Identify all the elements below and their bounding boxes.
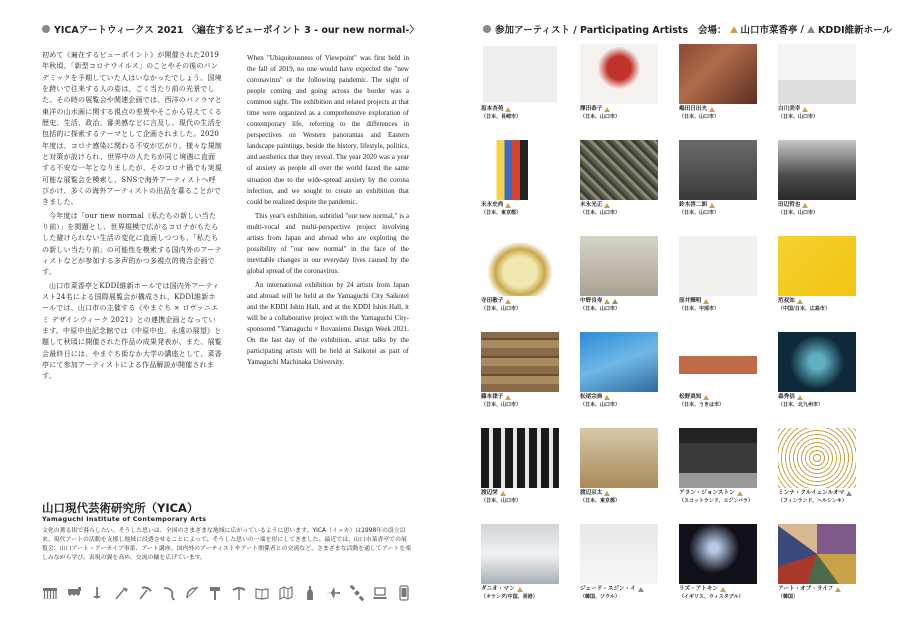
artist-card bbox=[580, 332, 658, 424]
artist-card bbox=[679, 332, 757, 424]
artwork-image bbox=[481, 236, 559, 296]
venue2-triangle-icon bbox=[846, 491, 852, 496]
artist-origin: （日本、山口市） bbox=[481, 402, 522, 409]
artist-card bbox=[481, 236, 559, 328]
artist-card bbox=[679, 140, 757, 232]
en-paragraph: When "Ubiquitousness of Viewpoint" was first held in the fall of 2019, no one would have expected the "new coronavirus" or the following pandemic. The sight of people coming and going across the border was a common sight. The exhibition and related projects at that time were organized as a comprehensive exploration of contemporary life, referring to the differences in perspectives on Western panoramas and Eastern landscape paintings, beside the history, lifestyle, politics, and aesthetics that they reveal. The year 2020 was a year of anxiety as people all over the world faced the same situation due to the wide-spread anxiety by the corona infection, and we sought to create an exhibition that could be realized despite the pandemic. bbox=[247, 54, 409, 206]
left-page bbox=[0, 0, 452, 640]
artist-origin: （日本、長崎市） bbox=[481, 114, 522, 121]
artwork-image bbox=[778, 428, 856, 488]
artist-name: 渡辺栄 bbox=[481, 490, 498, 496]
artist-card bbox=[580, 428, 658, 520]
artwork-image bbox=[778, 140, 856, 200]
artist-name: 鈴木啓二朗 bbox=[679, 202, 707, 208]
artwork-image bbox=[481, 44, 559, 104]
jp-paragraph: 今年度は「our new normal（私たちの新しい当たり前）」を掲題とし、世界規模で広がるコロナがもたらした避けられない生活の変化に直面しつつも、「私たちの新しい当たり前」の可能性を模索する国内外のアーティストなどが参加する多声的かつ多視点的複合企画です。 bbox=[42, 211, 222, 277]
artist-caption bbox=[481, 202, 559, 209]
satellite-icon bbox=[349, 585, 365, 601]
venue1-triangle-icon bbox=[604, 203, 610, 208]
artist-origin: （日本、宇部市） bbox=[679, 306, 720, 313]
artwork-image bbox=[580, 428, 658, 488]
artist-card bbox=[778, 332, 856, 424]
right-header bbox=[483, 22, 688, 36]
english-intro bbox=[247, 53, 409, 371]
artist-name: アラン・ジョンストン bbox=[679, 490, 735, 496]
venue1-triangle-icon bbox=[797, 395, 803, 400]
japanese-intro bbox=[42, 50, 222, 385]
hoe-icon bbox=[113, 585, 129, 601]
artist-name: 末永史尚 bbox=[481, 202, 504, 208]
hammer-icon bbox=[207, 585, 223, 601]
artwork-image bbox=[580, 44, 658, 104]
artist-caption bbox=[679, 298, 757, 305]
venue1-triangle-icon bbox=[517, 587, 523, 592]
artist-origin: （中国/日本、広島市） bbox=[778, 306, 830, 313]
artist-origin: （日本、山口市） bbox=[580, 210, 621, 217]
venue1-triangle-icon bbox=[703, 299, 709, 304]
venue2-name: KDDI維新ホール bbox=[818, 25, 892, 36]
venue-legend bbox=[698, 22, 892, 36]
artist-card bbox=[679, 524, 757, 616]
venue1-triangle-icon bbox=[505, 203, 511, 208]
artist-name: ダニオ・マン bbox=[481, 586, 515, 592]
artist-card bbox=[580, 524, 658, 616]
artist-origin: （日本、東京都） bbox=[580, 498, 621, 505]
artist-caption bbox=[580, 394, 658, 401]
venue1-triangle-icon bbox=[730, 26, 738, 33]
en-paragraph: This year's exhibition, subtitled "our new normal," is a multi-vocal and multi-perspective project involving artists from Japan and abroad who are exploring the possibility of "our new normal" in the face of the inevitable changes in our everyday lives caused by the global spread of the coronavirus. bbox=[247, 211, 409, 275]
artist-card bbox=[481, 428, 559, 520]
artist-caption bbox=[580, 202, 658, 209]
venue-label: 会場： bbox=[698, 25, 727, 36]
artist-card bbox=[778, 524, 856, 616]
artwork-image bbox=[679, 140, 757, 200]
bottle-icon bbox=[302, 585, 318, 601]
artists-heading: 参加アーティスト / Participating Artists bbox=[495, 25, 689, 36]
venue1-triangle-icon bbox=[505, 395, 511, 400]
artist-name: 寺田敬子 bbox=[481, 298, 504, 304]
artist-card bbox=[679, 236, 757, 328]
artist-origin: （日本、北九州市） bbox=[778, 402, 824, 409]
artist-caption bbox=[778, 394, 856, 401]
artist-origin: （フィンランド、ヘルシンキ） bbox=[778, 498, 847, 505]
artist-origin: （日本、山口市） bbox=[580, 114, 621, 121]
artist-origin: （韓国、ソウル） bbox=[580, 594, 620, 601]
pick-icon bbox=[136, 585, 152, 601]
artist-caption bbox=[679, 394, 757, 401]
artist-origin: （日本、うきは市） bbox=[679, 402, 725, 409]
artist-origin: （日本、山口市） bbox=[580, 402, 621, 409]
artist-caption bbox=[580, 106, 658, 113]
artist-caption bbox=[679, 202, 757, 209]
plane-icon bbox=[325, 585, 341, 601]
venue1-triangle-icon bbox=[720, 587, 726, 592]
artist-card bbox=[481, 44, 559, 136]
venue2-triangle-icon bbox=[612, 299, 618, 304]
artwork-image bbox=[481, 524, 559, 584]
venue1-triangle-icon bbox=[709, 203, 715, 208]
artist-name: 渡辺京太 bbox=[580, 490, 603, 496]
artist-name: 藤本律子 bbox=[481, 394, 504, 400]
artist-name: 末永光正 bbox=[580, 202, 603, 208]
artist-caption bbox=[580, 586, 658, 593]
artist-origin: （日本、山口市） bbox=[580, 306, 621, 313]
venue1-triangle-icon bbox=[835, 587, 841, 592]
artwork-image bbox=[580, 236, 658, 296]
jp-paragraph: 山口市菜香亭とKDDI維新ホールでは国内外アーティスト24名による国際展覧会が構成され、KDDI維新ホールでは、山口市の主催する《やまぐち × ロヴァニエミ デザインウィーク 2021》との連携企画となっています。中原中也記念館では《中原中也、永遠の展望》と題して秋頃に開催された作品の成果発表が、また、展覧会最終日には、やまぐち街なか大学の講座として、菜香亭にて参加アーティストによる作品解説が開催されます。 bbox=[42, 281, 222, 381]
artist-card bbox=[481, 332, 559, 424]
artist-origin: （日本、山口市） bbox=[679, 114, 720, 121]
en-paragraph: An international exhibition by 24 artists from Japan and abroad will be held at the Yamaguchi City Saikotei and the KDDI Ishin Hall, and at the KDDI Ishin Hall, it will be a collaborative project with the Yamaguchi City-sponsored "Yamaguchi × Rovaniemi Design Week 2021. On the last day of the exhibition, artist talks by the participating artists will be held at Saikotei as part of Yamaguchi Machinaka University. bbox=[247, 280, 409, 367]
artist-origin: （イギリス、ウィスタブル） bbox=[679, 594, 744, 601]
artist-card bbox=[778, 140, 856, 232]
venue1-triangle-icon bbox=[802, 203, 808, 208]
artist-name: 范叔如 bbox=[778, 298, 795, 304]
artist-caption bbox=[778, 298, 856, 305]
artwork-image bbox=[778, 332, 856, 392]
artwork-image bbox=[679, 524, 757, 584]
artist-name: 澤田恭子 bbox=[580, 106, 603, 112]
artist-name: 中野良寿 bbox=[580, 298, 603, 304]
artist-caption bbox=[778, 106, 856, 113]
saw-icon bbox=[66, 585, 82, 601]
artist-name: 坂本杏苑 bbox=[481, 106, 504, 112]
right-page bbox=[453, 0, 905, 640]
artwork-image bbox=[778, 524, 856, 584]
artist-name: ジェード・スジン・イ bbox=[580, 586, 636, 592]
artist-caption bbox=[481, 490, 559, 497]
bullet-dot-icon bbox=[42, 25, 50, 33]
artist-caption bbox=[679, 586, 757, 593]
venue1-triangle-icon bbox=[500, 491, 506, 496]
venue1-triangle-icon bbox=[505, 107, 511, 112]
org-title: 山口現代芸術研究所（YICA） bbox=[42, 501, 199, 515]
artwork-image bbox=[481, 428, 559, 488]
jp-paragraph: 初めて《遍在するビューポイント》が開催された2019年秋頃、「新型コロナウイルス」のことやその後のパンデミックを予期していた人はいなかったでしょう。国境を跨いで往来する人の姿は、ごく当たり前の光景でした。その時の展覧会や関連企画では、西洋のパノラマと東洋の山水画に関する視点の差異やそこから見えてくる歴史、生活、政治、審美感などに言及し、現代の生活を包括的に探索するテーマとして企画されました。2020年度は、コロナ感染に関わる不安が広がり、様々な規制と対策が設けられ、世界中の人たちが同じ境遇に直面する不安な一年となりましたが、そのコロナ禍でも実現可能な展覧会を模索し、SNSで海外アーティストへ呼びかけ、多くの海外アーティストの出品を募ることができました。 bbox=[42, 51, 222, 207]
artist-caption bbox=[580, 298, 658, 305]
artist-caption bbox=[481, 394, 559, 401]
artist-origin: （日本、山口市） bbox=[778, 114, 819, 121]
artwork-image bbox=[580, 524, 658, 584]
artist-name: 原井輝明 bbox=[679, 298, 702, 304]
sickle-icon bbox=[160, 585, 176, 601]
artist-origin: （日本、山口市） bbox=[778, 210, 819, 217]
venue1-triangle-icon bbox=[604, 299, 610, 304]
venue2-triangle-icon bbox=[638, 587, 644, 592]
venue1-triangle-icon bbox=[505, 299, 511, 304]
artist-card bbox=[580, 236, 658, 328]
artist-name: アート・オブ・ライフ bbox=[778, 586, 834, 592]
artwork-image bbox=[679, 332, 757, 392]
artwork-image bbox=[481, 332, 559, 392]
artwork-image bbox=[481, 140, 559, 200]
artist-caption bbox=[679, 490, 757, 497]
org-subtitle: Yamaguchi Institute of Contemporary Arts bbox=[42, 515, 207, 523]
org-description: 文化の薫る街で暮らしたい。そうした思いは、全国のさまざまな地域に広がっているように思います。YICA（イッカ）は1998年の設立以来、現代アートの活動を支援し地域に浸透させることによって、そうした思いの一端を形にしてきました。最近では、山口市菜香亭での展覧会、山口アート・アーカイブ事業、アート講座、国内外のアーティストやアート関係者との交流など、さまざまな活動を通してアートを楽しみながら学び、表現の翼を高め、交流の輪を広げています。 bbox=[42, 528, 412, 562]
artist-name: 松尾宗典 bbox=[580, 394, 603, 400]
artist-card bbox=[679, 428, 757, 520]
artist-caption bbox=[481, 586, 559, 593]
artist-card bbox=[481, 140, 559, 232]
artist-caption bbox=[778, 586, 856, 593]
map-icon bbox=[278, 585, 294, 601]
exhibition-title: YICAアートウィークス 2021 〈遍在するビューポイント 3 - our new normal-〉 bbox=[54, 25, 419, 36]
venue1-name: 山口市菜香亭 bbox=[740, 25, 798, 36]
artist-card bbox=[481, 524, 559, 616]
artist-caption bbox=[580, 490, 658, 497]
venue1-triangle-icon bbox=[802, 107, 808, 112]
artist-name: 白川美幸 bbox=[778, 106, 801, 112]
artist-name: 森秀信 bbox=[778, 394, 795, 400]
artist-card bbox=[580, 44, 658, 136]
artwork-image bbox=[778, 236, 856, 296]
artist-name: 田辺哲也 bbox=[778, 202, 801, 208]
venue1-triangle-icon bbox=[604, 395, 610, 400]
venue1-triangle-icon bbox=[709, 107, 715, 112]
bullet-dot-icon bbox=[483, 25, 491, 33]
artist-name: リズ・アトキン bbox=[679, 586, 718, 592]
comb-icon bbox=[42, 585, 58, 601]
artist-origin: （韓国） bbox=[778, 594, 799, 601]
artist-card bbox=[778, 236, 856, 328]
hand-tool-icon bbox=[89, 585, 105, 601]
artwork-image bbox=[580, 140, 658, 200]
artist-caption bbox=[778, 490, 856, 497]
cross-pick-icon bbox=[231, 585, 247, 601]
artist-origin: （オランダ/中国、香港） bbox=[481, 594, 538, 601]
artist-card bbox=[679, 44, 757, 136]
artwork-image bbox=[679, 428, 757, 488]
artist-origin: （日本、山口市） bbox=[481, 498, 522, 505]
bow-icon bbox=[184, 585, 200, 601]
venue-separator: / bbox=[800, 23, 805, 35]
artwork-image bbox=[580, 332, 658, 392]
artist-origin: （日本、山口市） bbox=[679, 210, 720, 217]
venue2-triangle-icon bbox=[807, 26, 815, 33]
artwork-image bbox=[679, 44, 757, 104]
venue1-triangle-icon bbox=[604, 107, 610, 112]
artist-name: ミンナ・クルイェンルオマ bbox=[778, 490, 845, 496]
artist-caption bbox=[481, 298, 559, 305]
artist-card bbox=[778, 428, 856, 520]
book-icon bbox=[254, 585, 270, 601]
artist-origin: （日本、山口市） bbox=[481, 306, 522, 313]
artist-caption bbox=[679, 106, 757, 113]
venue1-triangle-icon bbox=[604, 491, 610, 496]
artwork-image bbox=[679, 236, 757, 296]
artist-card bbox=[580, 140, 658, 232]
artist-origin: （スコットランド、エジンバラ） bbox=[679, 498, 753, 505]
artist-caption bbox=[778, 202, 856, 209]
artist-name: 松野真知 bbox=[679, 394, 702, 400]
laptop-icon bbox=[372, 585, 388, 601]
phone-icon bbox=[396, 585, 412, 601]
venue1-triangle-icon bbox=[797, 299, 803, 304]
artist-grid bbox=[481, 44, 876, 616]
left-header bbox=[42, 22, 419, 36]
artist-origin: （日本、東京都） bbox=[481, 210, 522, 217]
tool-icon-row bbox=[42, 585, 412, 601]
artist-name: 嶋田日出夫 bbox=[679, 106, 707, 112]
venue1-triangle-icon bbox=[703, 395, 709, 400]
artwork-image bbox=[778, 44, 856, 104]
venue1-triangle-icon bbox=[737, 491, 743, 496]
artist-card bbox=[778, 44, 856, 136]
artist-caption bbox=[481, 106, 559, 113]
